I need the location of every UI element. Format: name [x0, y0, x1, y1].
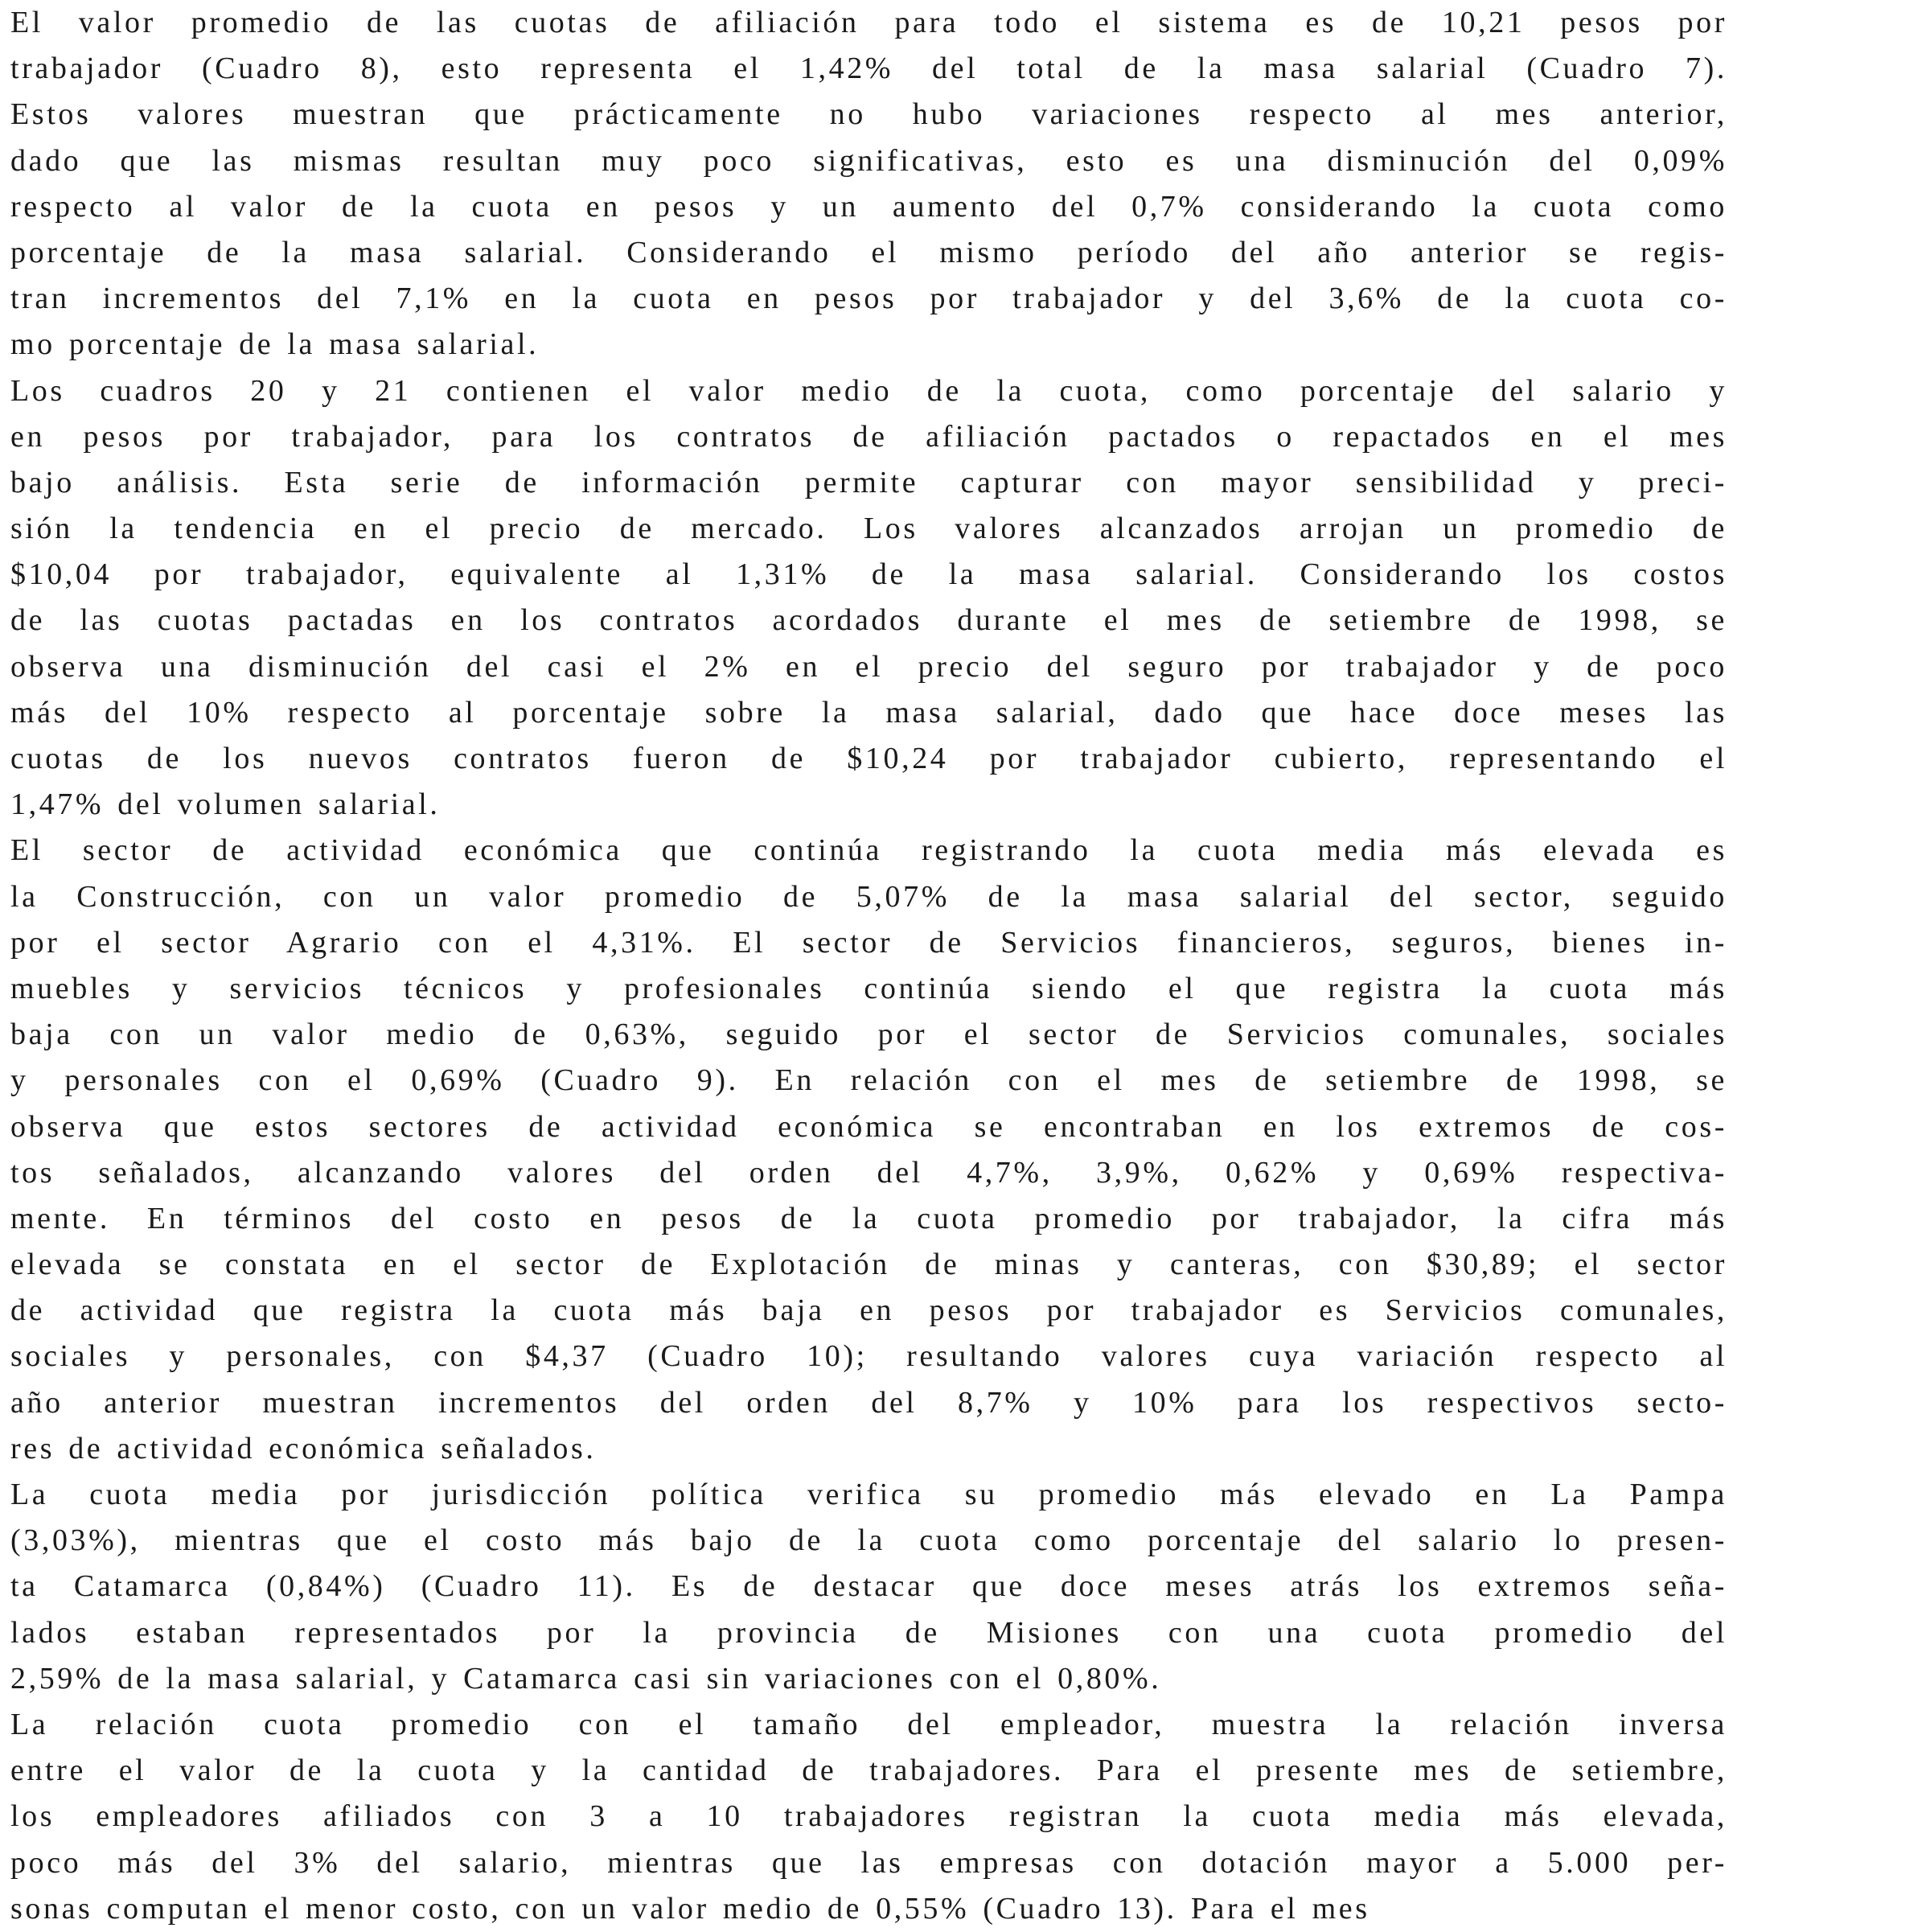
paragraph-5	[10, 1702, 1727, 1932]
text-line: respecto al valor de la cuota en pesos y un aumento del 0,7% considerando la cuota como	[10, 189, 1727, 224]
text-line: Estos valores muestran que prácticamente no hubo variaciones respecto al mes anterior,	[10, 97, 1727, 132]
text-line: de las cuotas pactadas en los contratos acordados durante el mes de setiembre de 1998, se	[10, 603, 1727, 638]
text-line: entre el valor de la cuota y la cantidad de trabajadores. Para el presente mes de setiembre,	[10, 1753, 1727, 1788]
text-line: (3,03%), mientras que el costo más bajo de la cuota como porcentaje del salario lo presen-	[10, 1523, 1727, 1558]
text-line: tran incrementos del 7,1% en la cuota en pesos por trabajador y del 3,6% de la cuota co-	[10, 282, 1727, 316]
text-line: observa una disminución del casi el 2% en el precio del seguro por trabajador y de poco	[10, 649, 1727, 684]
text-line: observa que estos sectores de actividad económica se encontraban en los extremos de cos-	[10, 1109, 1727, 1144]
text-line: 2,59% de la masa salarial, y Catamarca casi sin variaciones con el 0,80%.	[10, 1661, 1162, 1696]
text-line: por el sector Agrario con el 4,31%. El sector de Servicios financieros, seguros, bienes in-	[10, 925, 1727, 960]
text-line: elevada se constata en el sector de Explotación de minas y canteras, con $30,89; el sector	[10, 1248, 1727, 1282]
text-line: ta Catamarca (0,84%) (Cuadro 11). Es de destacar que doce meses atrás los extremos seña-	[10, 1569, 1727, 1604]
paragraph-3	[10, 828, 1727, 1472]
text-line: baja con un valor medio de 0,63%, seguido por el sector de Servicios comunales, sociales	[10, 1017, 1727, 1052]
paragraph-1	[10, 0, 1727, 368]
text-line: sociales y personales, con $4,37 (Cuadro 10); resultando valores cuya variación respecto al	[10, 1339, 1727, 1374]
text-line: Los cuadros 20 y 21 contienen el valor medio de la cuota, como porcentaje del salario y	[10, 373, 1727, 408]
text-line: $10,04 por trabajador, equivalente al 1,31% de la masa salarial. Considerando los costos	[10, 557, 1727, 592]
text-line: sión la tendencia en el precio de mercado. Los valores alcanzados arrojan un promedio de	[10, 512, 1727, 546]
text-line: más del 10% respecto al porcentaje sobre la masa salarial, dado que hace doce meses las	[10, 695, 1727, 730]
text-line: bajo análisis. Esta serie de información permite capturar con mayor sensibilidad y preci-	[10, 465, 1727, 499]
text-line: poco más del 3% del salario, mientras que las empresas con dotación mayor a 5.000 per-	[10, 1845, 1727, 1880]
text-line: El valor promedio de las cuotas de afiliación para todo el sistema es de 10,21 pesos por	[10, 6, 1727, 39]
text-line: la Construcción, con un valor promedio de 5,07% de la masa salarial del sector, seguido	[10, 879, 1727, 914]
paragraph-2	[10, 368, 1727, 828]
text-line: año anterior muestran incrementos del orden del 8,7% y 10% para los respectivos secto-	[10, 1385, 1727, 1420]
text-line: muebles y servicios técnicos y profesionales continúa siendo el que registra la cuota más	[10, 971, 1727, 1005]
text-line: sonas computan el menor costo, con un valor medio de 0,55% (Cuadro 13). Para el mes	[10, 1891, 1370, 1926]
text-line: en pesos por trabajador, para los contratos de afiliación pactados o repactados en el mes	[10, 419, 1727, 454]
text-line: y personales con el 0,69% (Cuadro 9). En relación con el mes de setiembre de 1998, se	[10, 1063, 1727, 1098]
text-line: tos señalados, alcanzando valores del orden del 4,7%, 3,9%, 0,62% y 0,69% respectiva-	[10, 1155, 1727, 1190]
text-line: La cuota media por jurisdicción política verifica su promedio más elevado en La Pampa	[10, 1478, 1727, 1511]
text-line: mo porcentaje de la masa salarial.	[10, 327, 540, 362]
text-line: res de actividad económica señalados.	[10, 1431, 597, 1465]
text-line: los empleadores afiliados con 3 a 10 trabajadores registran la cuota media más elevada,	[10, 1799, 1727, 1834]
text-line: 1,47% del volumen salarial.	[10, 787, 441, 822]
text-line: dado que las mismas resultan muy poco significativas, esto es una disminución del 0,09%	[10, 143, 1727, 178]
text-line: La relación cuota promedio con el tamaño del empleador, muestra la relación inversa	[10, 1707, 1727, 1741]
paragraph-4	[10, 1472, 1727, 1702]
text-line: porcentaje de la masa salarial. Considerando el mismo período del año anterior se regis-	[10, 235, 1727, 269]
text-line: El sector de actividad económica que continúa registrando la cuota media más elevada es	[10, 833, 1727, 868]
document-body	[10, 0, 1727, 1932]
text-line: cuotas de los nuevos contratos fueron de $10,24 por trabajador cubierto, representando el	[10, 742, 1727, 775]
text-line: de actividad que registra la cuota más baja en pesos por trabajador es Servicios comunales,	[10, 1293, 1727, 1328]
text-line: mente. En términos del costo en pesos de la cuota promedio por trabajador, la cifra más	[10, 1201, 1727, 1235]
text-line: trabajador (Cuadro 8), esto representa el 1,42% del total de la masa salarial (Cuadro 7).	[10, 51, 1727, 86]
text-line: lados estaban representados por la provincia de Misiones con una cuota promedio del	[10, 1615, 1727, 1650]
